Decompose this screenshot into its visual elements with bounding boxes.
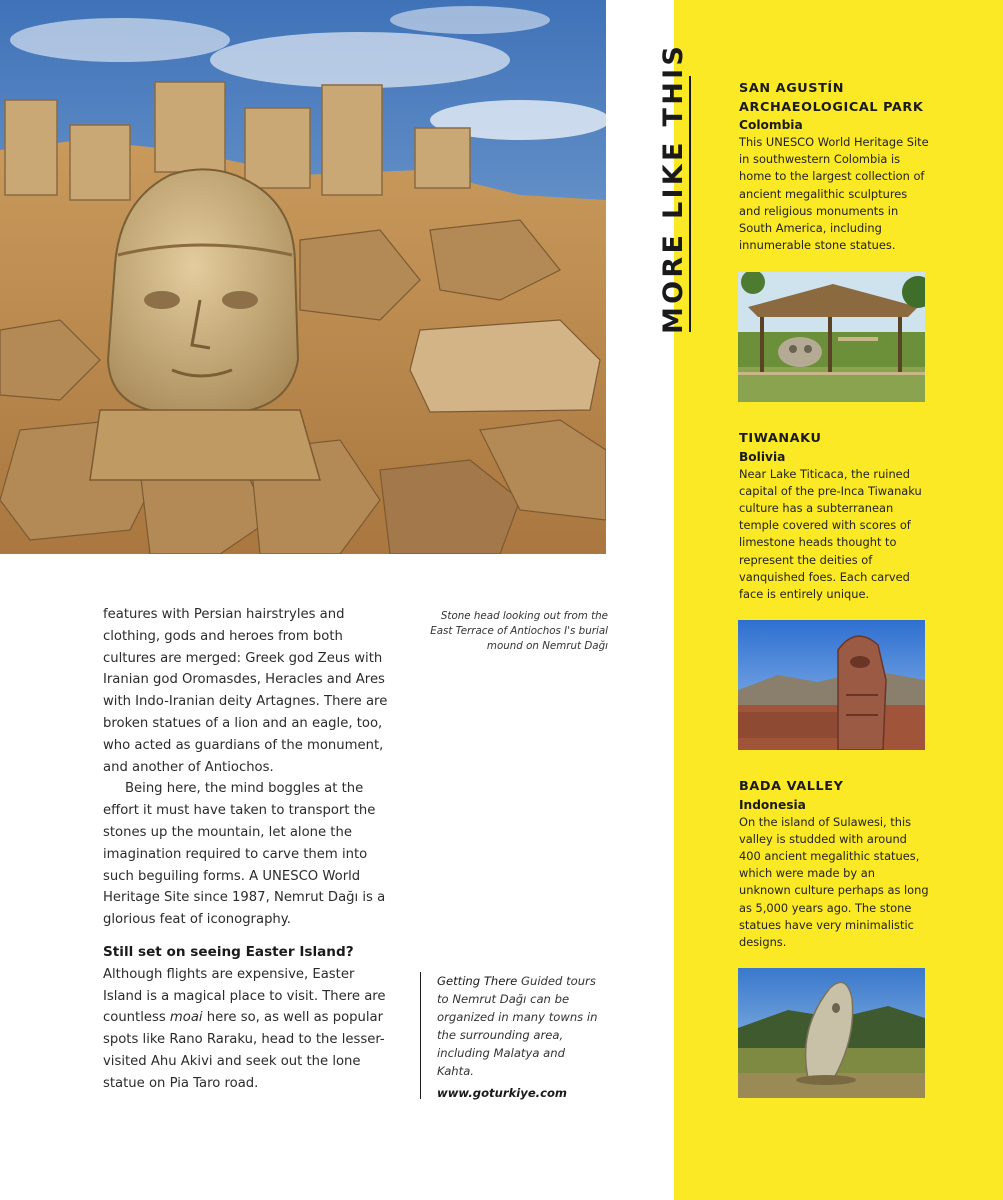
article-text: here so, as well as popular spots like Rano Raraku, head to the lesser-visited Ahu Akivi and seek out the lone statue on Pia Taro road. [103,1010,385,1091]
entry-description: Near Lake Titicaca, the ruined capital of the pre-Inca Tiwanaku culture has a subterranean temple covered with scores of limestone heads thought to represent the deities of vanquished foes. Each carved face is entirely unique. [739,466,922,601]
entry-country: Indonesia [739,797,806,812]
entry-name: TIWANAKU [739,431,822,446]
getting-there-link[interactable]: www.goturkiye.com [437,1086,567,1100]
entry-name: SAN AGUSTÍN [739,81,845,96]
entry-country: Bolivia [739,449,786,464]
tiwanaku-photo [738,620,925,750]
bada-valley-photo [738,968,925,1098]
sidebar-entry-tiwanaku [739,430,929,603]
article-term: moai [169,1010,203,1026]
sidebar-entry-bada-valley [739,778,929,951]
hero-photo [0,0,606,554]
photo-caption: Stone head looking out from the East Terrace of Antiochos I's burial mound on Nemrut Dağı [430,610,608,652]
entry-name: BADA VALLEY [739,779,844,794]
getting-there-label: Getting There [437,974,518,988]
getting-there-box [420,972,598,1099]
getting-there-body: Guided tours to Nemrut Dağı can be organized in many towns in the surrounding area, including Malatya and Kahta. [437,974,598,1078]
sidebar-entry-san-agustin [739,80,929,254]
more-like-this-heading [656,42,718,334]
getting-there-text [437,972,598,1080]
article-paragraph: features with Persian hairstryles and clothing, gods and heroes from both cultures are merged: Greek god Zeus with Iranian god Oromasdes, Heracles and Ares with Indo-Iranian deity Artagnes. There are broken statues of a lion and an eagle, too, who acted as guardians of the monument, and another of Antiochos. [103,607,388,775]
article-text: Although flights are expensive, Easter Island is a magical place to visit. There are countless [103,966,386,1026]
sidebar-heading-text: MORE LIKE THIS [658,42,689,334]
stone-head-photo [0,0,606,554]
entry-country: Colombia [739,118,803,132]
entry-name: ARCHAEOLOGICAL PARK [739,99,924,115]
article-body [103,604,395,1095]
article-subheading: Still set on seeing Easter Island? [103,943,354,960]
heading-divider [689,76,691,332]
san-agustin-photo [738,272,925,402]
article-paragraph: Being here, the mind boggles at the effort it must have taken to transport the stones up the mountain, let alone the imagination required to carve them into such beguiling forms. A UNESCO World Heritage Site since 1987, Nemrut Dağı is a glorious feat of iconography. [103,781,386,928]
entry-description: This UNESCO World Heritage Site in southwestern Colombia is home to the largest collection of ancient megalithic sculptures and religious monuments in South America, including innumerable stone statues. [739,135,929,253]
article-paragraph [103,964,395,1095]
entry-description: On the island of Sulawesi, this valley is studded with around 400 ancient megalithic statues, which were made by an unknown culture perhaps as long as 5,000 years ago. The stone statues have very minimalistic designs. [739,814,929,949]
